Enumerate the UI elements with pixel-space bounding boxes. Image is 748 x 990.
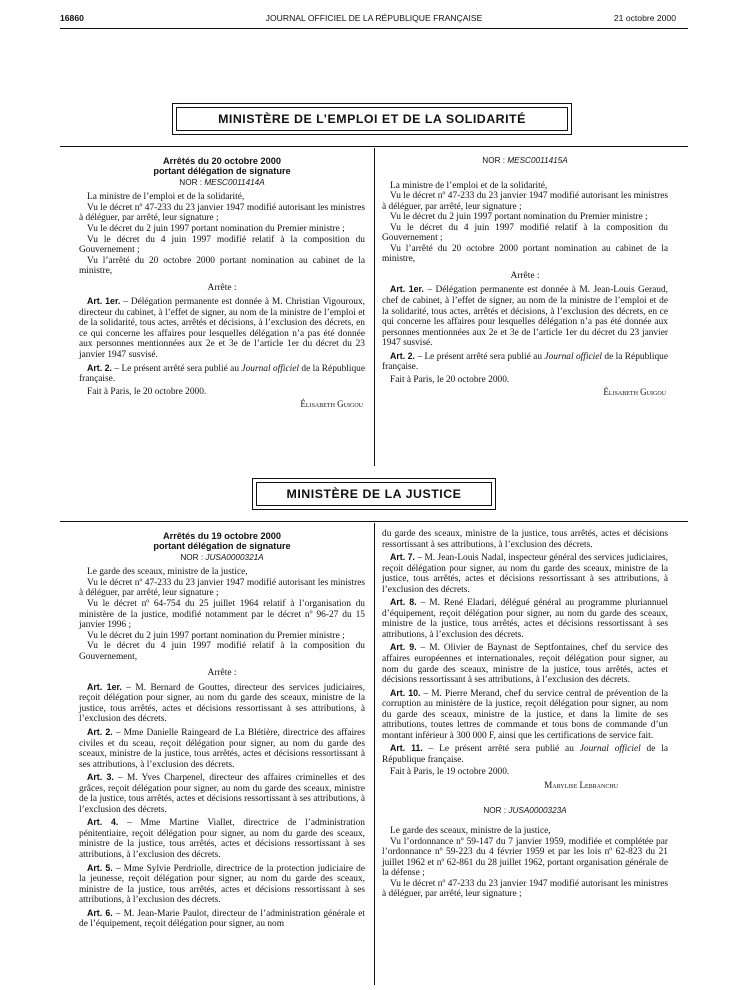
- signature: Élisabeth Guigou: [603, 387, 666, 398]
- section2-heading-line2: portant délégation de signature: [153, 541, 291, 552]
- paragraph: Vu le décret nº 47-233 du 23 janvier 1947 modifié autorisant les ministres à déléguer, par arrêté, leur signature ;: [79, 202, 365, 224]
- section1-heading-line2: portant délégation de signature: [153, 166, 291, 177]
- section1-heading-line1: Arrêtés du 20 octobre 2000: [163, 156, 281, 166]
- article: Art. 1er. – Délégation permanente est donnée à M. Christian Vigouroux, directeur du cabinet, à l’effet de signer, au nom de la ministre de l’emploi et de la solidarité, tous actes, arrêtés et décisions, à l’exclusion des décrets, en ce qui concerne les affaires pour lesquelles délégation n’a pas été donnée aux personnes mentionnées aux 2e et 3e de l’article 1er du décret du 23 janvier 1947 susvisé.: [79, 296, 365, 361]
- signature: Élisabeth Guigou: [300, 399, 363, 410]
- fait-a-paris: Fait à Paris, le 20 octobre 2000.: [390, 374, 510, 385]
- issue-date: 21 octobre 2000: [613, 13, 676, 23]
- header-rule: [60, 28, 688, 29]
- fait-a-paris: Fait à Paris, le 19 octobre 2000.: [390, 767, 510, 778]
- article: Art. 10. – M. Pierre Merand, chef du service central de prévention de la corruption au ministère de la justice, reçoit délégation pour signer, au nom du garde des sceaux, ministre de la justice, et dans la limite de ses attributions, toutes lettres de commande et tous bons de commande d’un montant inférieur à 300 000 F, ainsi que les certifications de service fait.: [382, 687, 669, 741]
- section1-top-rule: [60, 146, 688, 147]
- section2-heading-line1: Arrêtés du 19 octobre 2000: [163, 531, 281, 541]
- arrete-label: Arrête :: [207, 282, 237, 293]
- article: Art. 1er. – M. Bernard de Gouttes, directeur des services judiciaires, reçoit délégation pour signer, au nom du garde des sceaux, ministre de la justice, tous arrêtés, actes et décisions ressortissant à ses attributions, à l’exclusion des décrets.: [79, 681, 365, 725]
- paragraph: Le garde des sceaux, ministre de la justice,: [87, 567, 248, 578]
- paragraph: Le garde des sceaux, ministre de la justice,: [390, 826, 551, 837]
- article: Art. 5. – Mme Sylvie Perdriolle, directrice de la protection judiciaire de la jeunesse, reçoit délégation pour signer, au nom du garde des sceaux, ministre de la justice, tous arrêtés, actes et décisions ressortissant à ses attributions, à l’exclusion des décrets.: [79, 862, 365, 906]
- paragraph: Vu le décret nº 64-754 du 25 juillet 1964 relatif à l’organisation du ministère de la justice, modifié notamment par le décret nº 96-27 du 15 janvier 1996 ;: [79, 599, 365, 631]
- ministry-title-emploi: MINISTÈRE DE L’EMPLOI ET DE LA SOLIDARITÉ: [176, 107, 568, 131]
- nor-reference: NOR : JUSA0000323A: [483, 805, 567, 815]
- paragraph: Vu l’arrêté du 20 octobre 2000 portant nomination au cabinet de la ministre,: [79, 255, 365, 277]
- section1-column-divider: [374, 148, 375, 466]
- section1-left-column: [79, 156, 365, 410]
- section1-right-column: [382, 156, 668, 398]
- article: Art. 3. – M. Yves Charpenel, directeur des affaires criminelles et des grâces, reçoit délégation pour signer, au nom du garde des sceaux, ministre de la justice, tous arrêtés, actes et décisions ressortissant à ses attributions, à l’exclusion des décrets.: [79, 772, 365, 815]
- paragraph: Vu le décret du 4 juin 1997 modifié relatif à la composition du Gouvernement,: [79, 641, 365, 662]
- section2-left-column: [79, 531, 365, 930]
- nor-reference: NOR : MESC0011414A: [179, 177, 265, 187]
- paragraph: La ministre de l’emploi et de la solidarité,: [390, 180, 548, 191]
- paragraph: Vu le décret du 2 juin 1997 portant nomination du Premier ministre ;: [87, 630, 345, 641]
- journal-title: JOURNAL OFFICIEL DE LA RÉPUBLIQUE FRANÇAISE: [265, 13, 483, 23]
- article: Art. 1er. – Délégation permanente est donnée à M. Jean-Louis Geraud, chef de cabinet, à l’effet de signer, au nom de la ministre de l’emploi et de la solidarité, tous actes, arrêtés et décisions, à l’exclusion des décrets, en ce qui concerne les affaires pour lesquelles délégation n’a pas été donnée aux personnes mentionnées aux 2e et 3e de l’article 1er du décret du 23 janvier 1947 susvisé.: [382, 284, 668, 349]
- fait-a-paris: Fait à Paris, le 20 octobre 2000.: [87, 386, 207, 397]
- paragraph: Vu le décret nº 47-233 du 23 janvier 1947 modifié autorisant les ministres à déléguer, par arrêté, leur signature ;: [382, 878, 668, 900]
- paragraph: Vu le décret du 4 juin 1997 modifié relatif à la composition du Gouvernement ;: [382, 222, 668, 244]
- signature: Marylise Lebranchu: [544, 780, 618, 791]
- article: Art. 8. – M. René Eladari, délégué général au programme pluriannuel d’équipement, reçoit délégation pour signer, au nom du garde des sceaux, ministre de la justice, tous arrêtés, actes et décisions ressortissant à ses attributions, à l’exclusion des décrets.: [382, 597, 668, 640]
- paragraph: La ministre de l’emploi et de la solidarité,: [87, 192, 245, 203]
- paragraph: Vu le décret nº 47-233 du 23 janvier 1947 modifié autorisant les ministres à déléguer, par arrêté, leur signature ;: [382, 191, 668, 212]
- paragraph: Vu le décret nº 47-233 du 23 janvier 1947 modifié autorisant les ministres à déléguer, par arrêté, leur signature ;: [79, 577, 365, 599]
- ministry-title-justice: MINISTÈRE DE LA JUSTICE: [256, 482, 492, 506]
- arrete-label: Arrête :: [207, 668, 237, 679]
- page-number: 16860: [60, 13, 84, 23]
- paragraph: Vu l’ordonnance nº 59-147 du 7 janvier 1959, modifiée et complétée par l’ordonnance nº 59-223 du 4 février 1959 et par les lois nº 62-823 du 21 juillet 1962 et nº 62-861 du 28 juillet 1962, portant organisation générale de la défense ;: [382, 836, 668, 879]
- article: Art. 7. – M. Jean-Louis Nadal, inspecteur général des services judiciaires, reçoit délégation pour signer, au nom du garde des sceaux, ministre de la justice, tous arrêtés, actes et décisions ressortissant à ses attributions, à l’exclusion des décrets.: [382, 552, 668, 595]
- section2-column-divider: [374, 523, 375, 985]
- article: Art. 9. – M. Olivier de Baynast de Septfontaines, chef du service des affaires européennes et internationales, reçoit délégation pour signer, au nom du garde des sceaux, ministre de la justice, tous arrêtés, actes et décisions ressortissant à ses attributions, à l’exclusion des décrets.: [382, 642, 668, 686]
- article: Art. 2. – Le présent arrêté sera publié au Journal officiel de la République française.: [79, 362, 366, 385]
- article: Art. 2. – Mme Danielle Raingeard de La Blétière, directrice des affaires civiles et du sceau, reçoit délégation pour signer, au nom du garde des sceaux, ministre de la justice, tous arrêtés, actes et décisions ressortissant à ses attributions, à l’exclusion des décrets.: [79, 727, 365, 770]
- paragraph: du garde des sceaux, ministre de la justice, tous arrêtés, actes et décisions ressortissant à ses attributions, à l’exclusion des décrets.: [382, 529, 668, 550]
- section2-top-rule: [60, 521, 688, 522]
- arrete-label: Arrête :: [510, 270, 540, 281]
- nor-reference: NOR : JUSA0000321A: [180, 552, 264, 562]
- paragraph: Vu le décret du 2 juin 1997 portant nomination du Premier ministre ;: [390, 212, 648, 223]
- paragraph: Vu le décret du 2 juin 1997 portant nomination du Premier ministre ;: [87, 224, 345, 234]
- article: Art. 6. – M. Jean-Marie Paulot, directeur de l’administration générale et de l’équipement, reçoit délégation pour signer, au nom: [79, 907, 365, 930]
- section2-right-column: [382, 529, 668, 900]
- article: Art. 2. – Le présent arrêté sera publié au Journal officiel de la République française.: [382, 350, 669, 373]
- ministry-box-emploi: [172, 103, 572, 135]
- paragraph: Vu l’arrêté du 20 octobre 2000 portant nomination au cabinet de la ministre,: [382, 243, 668, 265]
- nor-reference: NOR : MESC0011415A: [482, 156, 568, 165]
- ministry-box-justice: [252, 478, 496, 510]
- article: Art. 11. – Le présent arrêté sera publié au Journal officiel de la République française.: [382, 743, 668, 765]
- paragraph: Vu le décret du 4 juin 1997 modifié relatif à la composition du Gouvernement ;: [79, 234, 365, 256]
- article: Art. 4. – Mme Martine Viallet, directrice de l’administration pénitentiaire, reçoit délégation pour signer, au nom du garde des sceaux, ministre de la justice, tous arrêtés, actes et décisions ressortissant à ses attributions, à l’exclusion des décrets.: [79, 817, 365, 861]
